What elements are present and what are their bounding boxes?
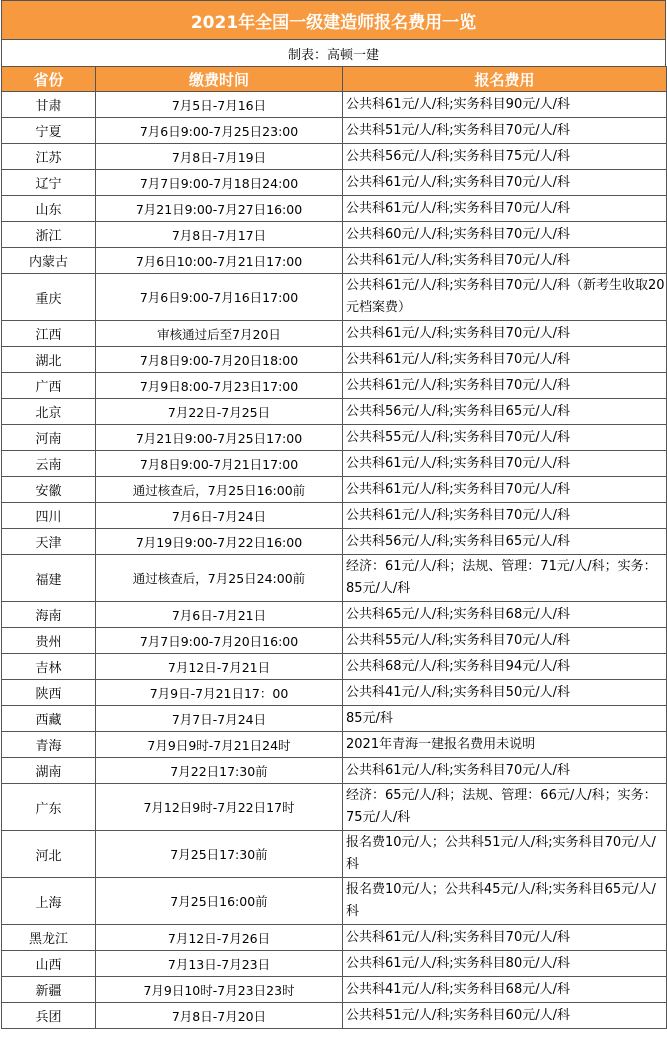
sheet-maker: 制表：高顿一建 bbox=[1, 40, 666, 66]
time-cell: 7月21日9:00-7月27日16:00 bbox=[96, 196, 343, 222]
table-row bbox=[2, 222, 667, 248]
province-cell: 甘肃 bbox=[2, 92, 96, 118]
province-cell: 湖南 bbox=[2, 758, 96, 784]
table-row bbox=[2, 784, 667, 831]
province-cell: 海南 bbox=[2, 602, 96, 628]
table-row bbox=[2, 951, 667, 977]
province-cell: 山西 bbox=[2, 951, 96, 977]
time-cell: 通过核查后，7月25日16:00前 bbox=[96, 477, 343, 503]
province-cell: 青海 bbox=[2, 732, 96, 758]
fee-cell: 公共科61元/人/科;实务科目70元/人/科 bbox=[343, 925, 667, 951]
fee-cell: 公共科56元/人/科;实务科目65元/人/科 bbox=[343, 529, 667, 555]
time-cell: 7月8日9:00-7月21日17:00 bbox=[96, 451, 343, 477]
province-cell: 西藏 bbox=[2, 706, 96, 732]
time-cell: 审核通过后至7月20日 bbox=[96, 321, 343, 347]
table-row bbox=[2, 758, 667, 784]
table-row bbox=[2, 732, 667, 758]
table-row bbox=[2, 92, 667, 118]
fee-cell: 公共科68元/人/科;实务科目94元/人/科 bbox=[343, 654, 667, 680]
table-row bbox=[2, 274, 667, 321]
province-cell: 广西 bbox=[2, 373, 96, 399]
province-cell: 天津 bbox=[2, 529, 96, 555]
province-cell: 宁夏 bbox=[2, 118, 96, 144]
time-cell: 7月8日-7月19日 bbox=[96, 144, 343, 170]
table-row bbox=[2, 373, 667, 399]
province-cell: 安徽 bbox=[2, 477, 96, 503]
time-cell: 7月6日9:00-7月16日17:00 bbox=[96, 274, 343, 321]
time-cell: 7月9日10时-7月23日23时 bbox=[96, 977, 343, 1003]
fee-cell: 公共科61元/人/科;实务科目90元/人/科 bbox=[343, 92, 667, 118]
table-row bbox=[2, 628, 667, 654]
province-cell: 陕西 bbox=[2, 680, 96, 706]
province-cell: 上海 bbox=[2, 878, 96, 925]
table-row bbox=[2, 977, 667, 1003]
time-cell: 7月6日9:00-7月25日23:00 bbox=[96, 118, 343, 144]
table-row bbox=[2, 680, 667, 706]
province-cell: 河北 bbox=[2, 831, 96, 878]
time-cell: 通过核查后，7月25日24:00前 bbox=[96, 555, 343, 602]
table-row bbox=[2, 925, 667, 951]
fee-cell: 公共科61元/人/科;实务科目70元/人/科（新考生收取20元档案费） bbox=[343, 274, 667, 321]
time-cell: 7月5日-7月16日 bbox=[96, 92, 343, 118]
fee-cell: 公共科61元/人/科;实务科目70元/人/科 bbox=[343, 248, 667, 274]
province-cell: 北京 bbox=[2, 399, 96, 425]
time-cell: 7月12日-7月26日 bbox=[96, 925, 343, 951]
fee-cell: 公共科61元/人/科;实务科目70元/人/科 bbox=[343, 170, 667, 196]
province-cell: 河南 bbox=[2, 425, 96, 451]
province-cell: 兵团 bbox=[2, 1003, 96, 1029]
fee-cell: 公共科56元/人/科;实务科目75元/人/科 bbox=[343, 144, 667, 170]
time-cell: 7月9日9时-7月21日24时 bbox=[96, 732, 343, 758]
table-row bbox=[2, 347, 667, 373]
fee-cell: 公共科51元/人/科;实务科目60元/人/科 bbox=[343, 1003, 667, 1029]
table-row bbox=[2, 831, 667, 878]
table-row bbox=[2, 170, 667, 196]
fee-cell: 公共科61元/人/科;实务科目70元/人/科 bbox=[343, 373, 667, 399]
province-cell: 山东 bbox=[2, 196, 96, 222]
fee-cell: 公共科61元/人/科;实务科目70元/人/科 bbox=[343, 321, 667, 347]
fee-cell: 公共科61元/人/科;实务科目70元/人/科 bbox=[343, 758, 667, 784]
time-cell: 7月25日17:30前 bbox=[96, 831, 343, 878]
table-row bbox=[2, 878, 667, 925]
time-cell: 7月25日16:00前 bbox=[96, 878, 343, 925]
table-row bbox=[2, 529, 667, 555]
province-cell: 内蒙古 bbox=[2, 248, 96, 274]
time-cell: 7月22日17:30前 bbox=[96, 758, 343, 784]
header-time: 缴费时间 bbox=[96, 67, 343, 92]
time-cell: 7月19日9:00-7月22日16:00 bbox=[96, 529, 343, 555]
fee-table bbox=[1, 66, 667, 1029]
time-cell: 7月21日9:00-7月25日17:00 bbox=[96, 425, 343, 451]
province-cell: 重庆 bbox=[2, 274, 96, 321]
header-province: 省份 bbox=[2, 67, 96, 92]
province-cell: 吉林 bbox=[2, 654, 96, 680]
province-cell: 贵州 bbox=[2, 628, 96, 654]
time-cell: 7月6日-7月21日 bbox=[96, 602, 343, 628]
table-row bbox=[2, 706, 667, 732]
fee-sheet bbox=[1, 0, 666, 1029]
time-cell: 7月8日-7月20日 bbox=[96, 1003, 343, 1029]
fee-cell: 公共科61元/人/科;实务科目70元/人/科 bbox=[343, 451, 667, 477]
table-row bbox=[2, 144, 667, 170]
table-row bbox=[2, 602, 667, 628]
province-cell: 福建 bbox=[2, 555, 96, 602]
fee-cell: 报名费10元/人；公共科45元/人/科;实务科目65元/人/科 bbox=[343, 878, 667, 925]
province-cell: 云南 bbox=[2, 451, 96, 477]
header-fee: 报名费用 bbox=[343, 67, 667, 92]
time-cell: 7月8日9:00-7月20日18:00 bbox=[96, 347, 343, 373]
province-cell: 四川 bbox=[2, 503, 96, 529]
time-cell: 7月8日-7月17日 bbox=[96, 222, 343, 248]
table-row bbox=[2, 451, 667, 477]
table-row bbox=[2, 1003, 667, 1029]
time-cell: 7月12日9时-7月22日17时 bbox=[96, 784, 343, 831]
fee-cell: 公共科61元/人/科;实务科目70元/人/科 bbox=[343, 347, 667, 373]
fee-cell: 报名费10元/人；公共科51元/人/科;实务科目70元/人/科 bbox=[343, 831, 667, 878]
table-body bbox=[2, 92, 667, 1029]
time-cell: 7月7日-7月24日 bbox=[96, 706, 343, 732]
fee-cell: 经济：61元/人/科；法规、管理：71元/人/科；实务：85元/人/科 bbox=[343, 555, 667, 602]
table-row bbox=[2, 503, 667, 529]
table-row bbox=[2, 425, 667, 451]
fee-cell: 公共科61元/人/科;实务科目80元/人/科 bbox=[343, 951, 667, 977]
table-row bbox=[2, 555, 667, 602]
fee-cell: 经济：65元/人/科；法规、管理：66元/人/科；实务：75元/人/科 bbox=[343, 784, 667, 831]
province-cell: 江苏 bbox=[2, 144, 96, 170]
fee-cell: 公共科56元/人/科;实务科目65元/人/科 bbox=[343, 399, 667, 425]
time-cell: 7月9日-7月21日17：00 bbox=[96, 680, 343, 706]
fee-cell: 公共科65元/人/科;实务科目68元/人/科 bbox=[343, 602, 667, 628]
province-cell: 黑龙江 bbox=[2, 925, 96, 951]
fee-cell: 公共科41元/人/科;实务科目50元/人/科 bbox=[343, 680, 667, 706]
sheet-title: 2021年全国一级建造师报名费用一览 bbox=[1, 0, 666, 40]
time-cell: 7月7日9:00-7月18日24:00 bbox=[96, 170, 343, 196]
fee-cell: 公共科55元/人/科;实务科目70元/人/科 bbox=[343, 425, 667, 451]
fee-cell: 公共科61元/人/科;实务科目70元/人/科 bbox=[343, 477, 667, 503]
time-cell: 7月6日-7月24日 bbox=[96, 503, 343, 529]
fee-cell: 公共科55元/人/科;实务科目70元/人/科 bbox=[343, 628, 667, 654]
fee-cell: 公共科41元/人/科;实务科目68元/人/科 bbox=[343, 977, 667, 1003]
time-cell: 7月7日9:00-7月20日16:00 bbox=[96, 628, 343, 654]
fee-cell: 公共科61元/人/科;实务科目70元/人/科 bbox=[343, 196, 667, 222]
table-row bbox=[2, 321, 667, 347]
province-cell: 浙江 bbox=[2, 222, 96, 248]
table-row bbox=[2, 399, 667, 425]
fee-cell: 85元/科 bbox=[343, 706, 667, 732]
table-header-row bbox=[2, 67, 667, 92]
province-cell: 新疆 bbox=[2, 977, 96, 1003]
province-cell: 江西 bbox=[2, 321, 96, 347]
fee-cell: 2021年青海一建报名费用未说明 bbox=[343, 732, 667, 758]
province-cell: 湖北 bbox=[2, 347, 96, 373]
table-row bbox=[2, 654, 667, 680]
time-cell: 7月9日8:00-7月23日17:00 bbox=[96, 373, 343, 399]
province-cell: 广东 bbox=[2, 784, 96, 831]
fee-cell: 公共科61元/人/科;实务科目70元/人/科 bbox=[343, 503, 667, 529]
table-row bbox=[2, 196, 667, 222]
fee-cell: 公共科60元/人/科;实务科目70元/人/科 bbox=[343, 222, 667, 248]
table-row bbox=[2, 248, 667, 274]
time-cell: 7月12日-7月21日 bbox=[96, 654, 343, 680]
time-cell: 7月13日-7月23日 bbox=[96, 951, 343, 977]
time-cell: 7月6日10:00-7月21日17:00 bbox=[96, 248, 343, 274]
table-row bbox=[2, 118, 667, 144]
fee-cell: 公共科51元/人/科;实务科目70元/人/科 bbox=[343, 118, 667, 144]
province-cell: 辽宁 bbox=[2, 170, 96, 196]
time-cell: 7月22日-7月25日 bbox=[96, 399, 343, 425]
table-row bbox=[2, 477, 667, 503]
